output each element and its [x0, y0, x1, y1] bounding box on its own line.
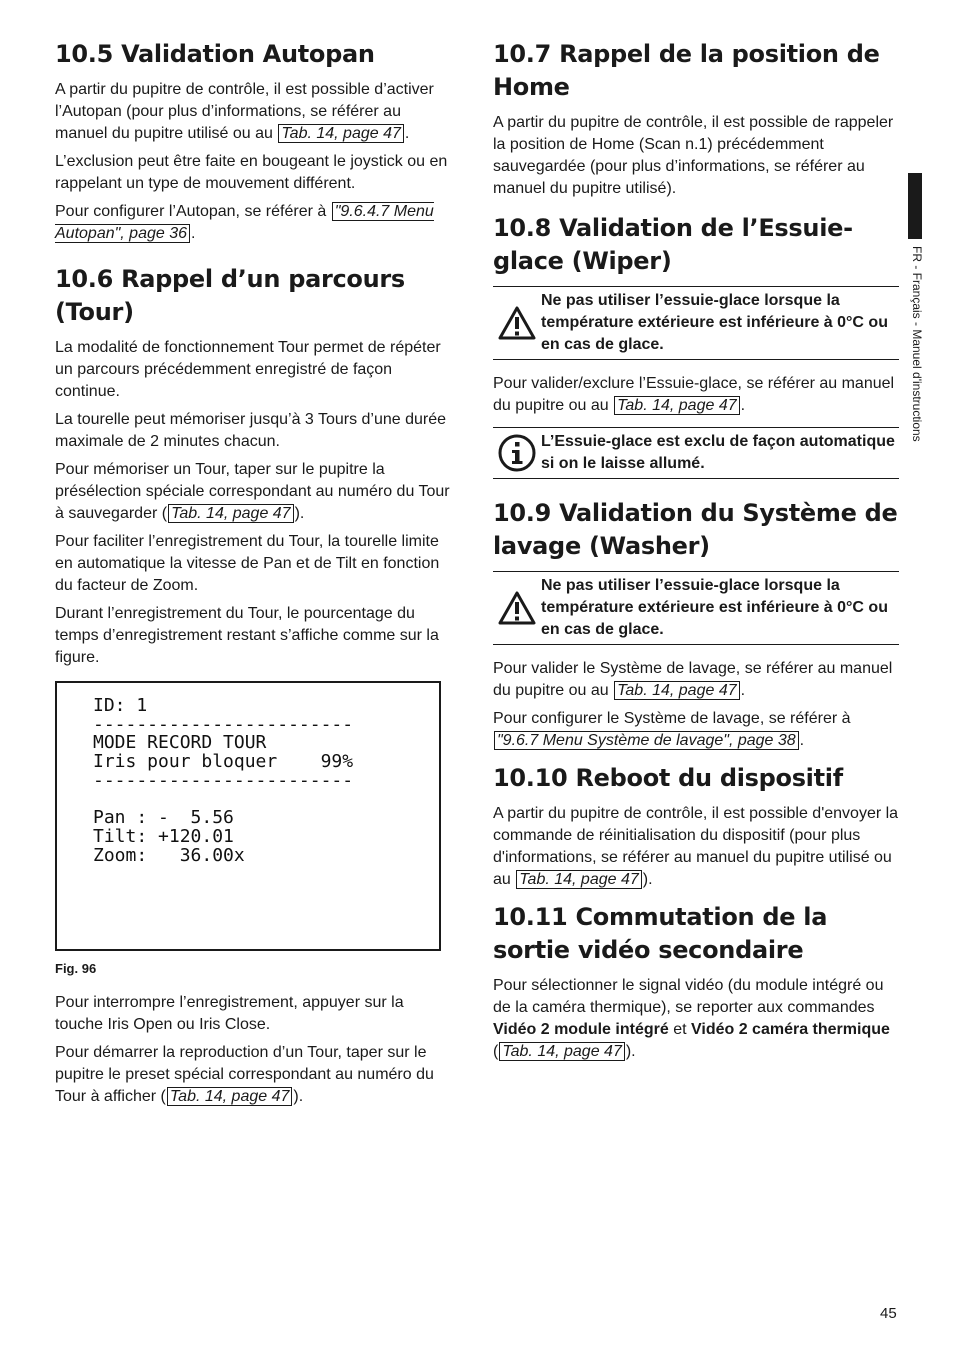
paragraph: A partir du pupitre de contrôle, il est possible d'envoyer la commande de réinitialisation du dispositif (pour plus d'informations, se référer au manuel du pupitre utilisé ou au Tab. 14, page 47 ).: [493, 805, 899, 888]
figure-caption: Fig. 96: [55, 961, 97, 976]
cross-reference-link[interactable]: "9.6.7 Menu Système de lavage", page 38: [494, 731, 799, 750]
cross-reference-link[interactable]: "9.6.4.7 Menu Autopan", page 36: [55, 203, 434, 242]
osd-screen-figure: [55, 681, 441, 951]
osd-screen-text: ID: 1 ------------------------ MODE RECORD TOUR Iris pour bloquer 99% ------------------------ Pan : - 5.56 Tilt: +120.01 Zoom: 36.00x: [93, 695, 354, 866]
paragraph: Durant l’enregistrement du Tour, le pourcentage du temps d’enregistrement restant s’affiche comme sur la figure.: [55, 605, 439, 666]
warning-notice: [493, 286, 899, 360]
paragraph: Pour sélectionner le signal vidéo (du module intégré ou de la caméra thermique), se reporter aux commandes Vidéo 2 module intégré et Vidéo 2 caméra thermique ( Tab. 14, page 47 ).: [493, 977, 890, 1060]
heading-10-8: 10.8 Validation de l’Essuie-glace (Wiper): [493, 214, 853, 275]
paragraph: A partir du pupitre de contrôle, il est possible d’activer l’Autopan (pour plus d’informations, se référer au manuel du pupitre utilisé ou au Tab. 14, page 47 .: [55, 81, 434, 142]
cross-reference-link[interactable]: Tab. 14, page 47: [614, 681, 740, 700]
warning-text: Ne pas utiliser l’essuie-glace lorsque la température extérieure est inférieure à 0°C ou en cas de glace.: [541, 292, 888, 353]
warning-text: Ne pas utiliser l’essuie-glace lorsque la température extérieure est inférieure à 0°C ou en cas de glace.: [541, 577, 888, 638]
paragraph: Pour démarrer la reproduction d’un Tour, taper sur le pupitre le preset spécial correspondant au numéro du Tour à afficher ( Tab. 14, page 47 ).: [55, 1044, 434, 1105]
heading-10-7: 10.7 Rappel de la position de Home: [493, 40, 880, 101]
warning-icon: [493, 306, 541, 340]
paragraph: Pour mémoriser un Tour, taper sur le pupitre la présélection spéciale correspondant au numéro du Tour à sauvegarder ( Tab. 14, page 47 ).: [55, 461, 450, 522]
paragraph: Pour faciliter l’enregistrement du Tour, la tourelle limite en automatique la vitesse de Pan et de Tilt en fonction du facteur de Zoom.: [55, 533, 440, 594]
cross-reference-link[interactable]: Tab. 14, page 47: [167, 1087, 293, 1106]
info-icon: [493, 434, 541, 472]
paragraph: A partir du pupitre de contrôle, il est possible de rappeler la position de Home (Scan n.1) précédemment sauvegardée (pour plus d’informations, se référer au manuel du pupitre utilisé).: [493, 114, 894, 197]
side-tab-marker: [908, 173, 922, 239]
cross-reference-link[interactable]: Tab. 14, page 47: [614, 396, 740, 415]
paragraph: La modalité de fonctionnement Tour permet de répéter un parcours précédemment enregistré de façon continue.: [55, 339, 441, 400]
page-number: 45: [880, 1305, 897, 1322]
cross-reference-link[interactable]: Tab. 14, page 47: [499, 1042, 625, 1061]
right-column: [493, 38, 899, 1069]
side-language-label: FR - Français - Manuel d'instructions: [910, 246, 924, 442]
heading-10-11: 10.11 Commutation de la sortie vidéo secondaire: [493, 903, 828, 964]
paragraph: Pour valider le Système de lavage, se référer au manuel du pupitre ou au Tab. 14, page 47 .: [493, 660, 893, 699]
cross-reference-link[interactable]: Tab. 14, page 47: [168, 504, 294, 523]
paragraph: La tourelle peut mémoriser jusqu’à 3 Tours d’une durée maximale de 2 minutes chacun.: [55, 411, 447, 450]
cross-reference-link[interactable]: Tab. 14, page 47: [516, 870, 642, 889]
paragraph: Pour configurer l’Autopan, se référer à "9.6.4.7 Menu Autopan", page 36 .: [55, 203, 434, 242]
info-text: L’Essuie-glace est exclu de façon automatique si on le laisse allumé.: [541, 433, 895, 472]
paragraph: L’exclusion peut être faite en bougeant le joystick ou en rappelant un type de mouvement différent.: [55, 153, 448, 192]
cross-reference-link[interactable]: Tab. 14, page 47: [278, 124, 404, 143]
paragraph: Pour interrompre l’enregistrement, appuyer sur la touche Iris Open ou Iris Close.: [55, 994, 404, 1033]
warning-icon: [493, 591, 541, 625]
heading-10-9: 10.9 Validation du Système de lavage (Washer): [493, 499, 898, 560]
info-notice: [493, 427, 899, 479]
left-column: [55, 38, 453, 1114]
paragraph: Pour valider/exclure l’Essuie-glace, se référer au manuel du pupitre ou au Tab. 14, page 47 .: [493, 375, 895, 414]
heading-10-10: 10.10 Reboot du dispositif: [493, 764, 843, 792]
heading-10-6: 10.6 Rappel d’un parcours (Tour): [55, 265, 405, 326]
paragraph: Pour configurer le Système de lavage, se référer à "9.6.7 Menu Système de lavage", page 38 .: [493, 710, 851, 749]
heading-10-5: 10.5 Validation Autopan: [55, 40, 375, 68]
warning-notice: [493, 571, 899, 645]
